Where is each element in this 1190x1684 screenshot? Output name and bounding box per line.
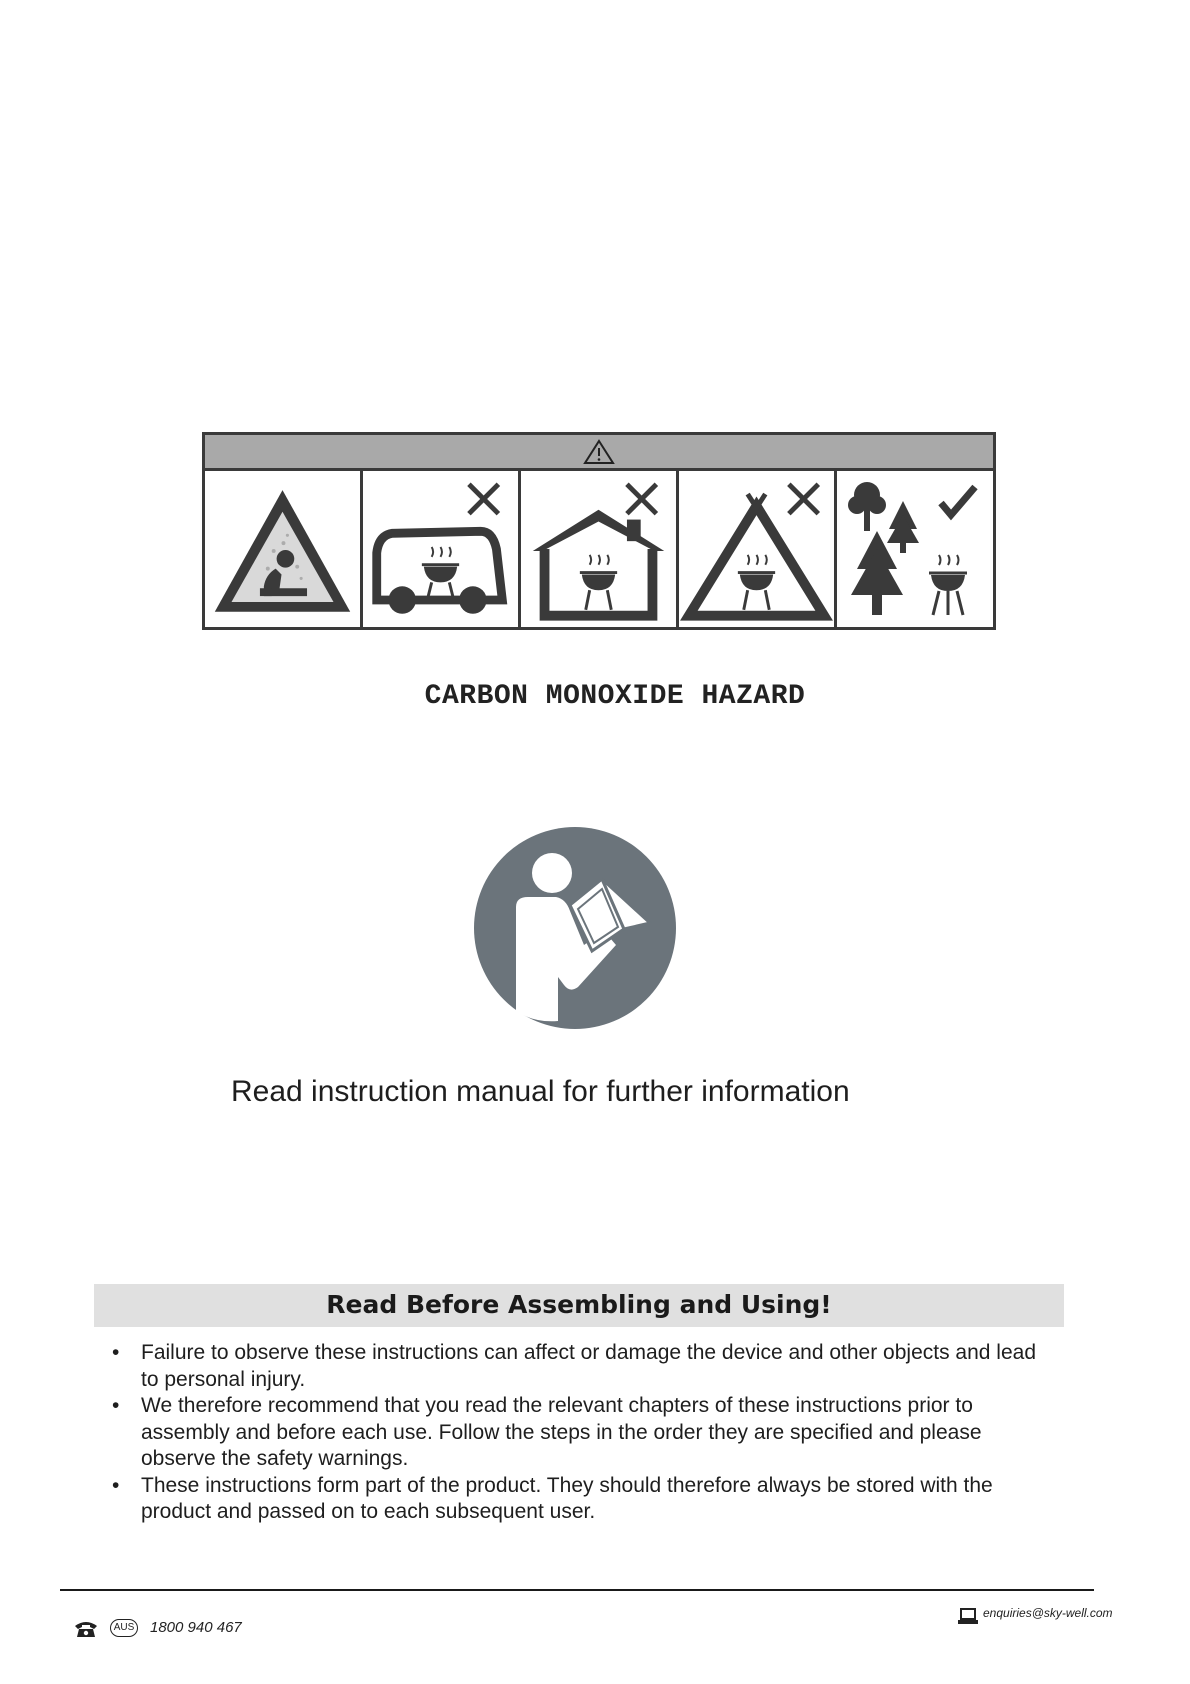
co-warning-strip bbox=[202, 432, 996, 630]
footer-phone-number[interactable]: 1800 940 467 bbox=[150, 1619, 242, 1636]
safety-bullet-list bbox=[112, 1340, 1042, 1526]
grill-outdoors-trees-icon bbox=[837, 471, 993, 627]
footer-divider bbox=[60, 1589, 1094, 1591]
hazard-title: CARBON MONOXIDE HAZARD bbox=[424, 681, 806, 712]
read-manual-icon bbox=[474, 827, 676, 1029]
grill-in-tent-icon bbox=[679, 471, 837, 627]
region-badge: AUS bbox=[110, 1619, 138, 1637]
grill-in-house-icon bbox=[521, 471, 679, 627]
section-title: Read Before Assembling and Using! bbox=[326, 1290, 832, 1319]
footer-email[interactable]: enquiries@sky-well.com bbox=[983, 1606, 1113, 1620]
manual-instruction-text: Read instruction manual for further information bbox=[231, 1075, 850, 1108]
co-poisoning-person-icon bbox=[205, 471, 363, 627]
bullet-item: • Failure to observe these instructions can affect or damage the device and other objects and lead to personal injury. bbox=[112, 1340, 1042, 1393]
grill-in-vehicle-icon bbox=[363, 471, 521, 627]
warning-triangle-icon bbox=[583, 439, 615, 465]
bullet-item: • We therefore recommend that you read the relevant chapters of these instructions prior to assembly and before each use. Follow the steps in the order they are specified and please observe the safety warnings. bbox=[112, 1393, 1042, 1473]
warning-header-bar bbox=[205, 435, 993, 471]
telephone-icon bbox=[74, 1620, 98, 1638]
bullet-item: • These instructions form part of the product. They should therefore always be stored with the product and passed on to each subsequent user. bbox=[112, 1473, 1042, 1526]
laptop-icon bbox=[958, 1608, 978, 1625]
